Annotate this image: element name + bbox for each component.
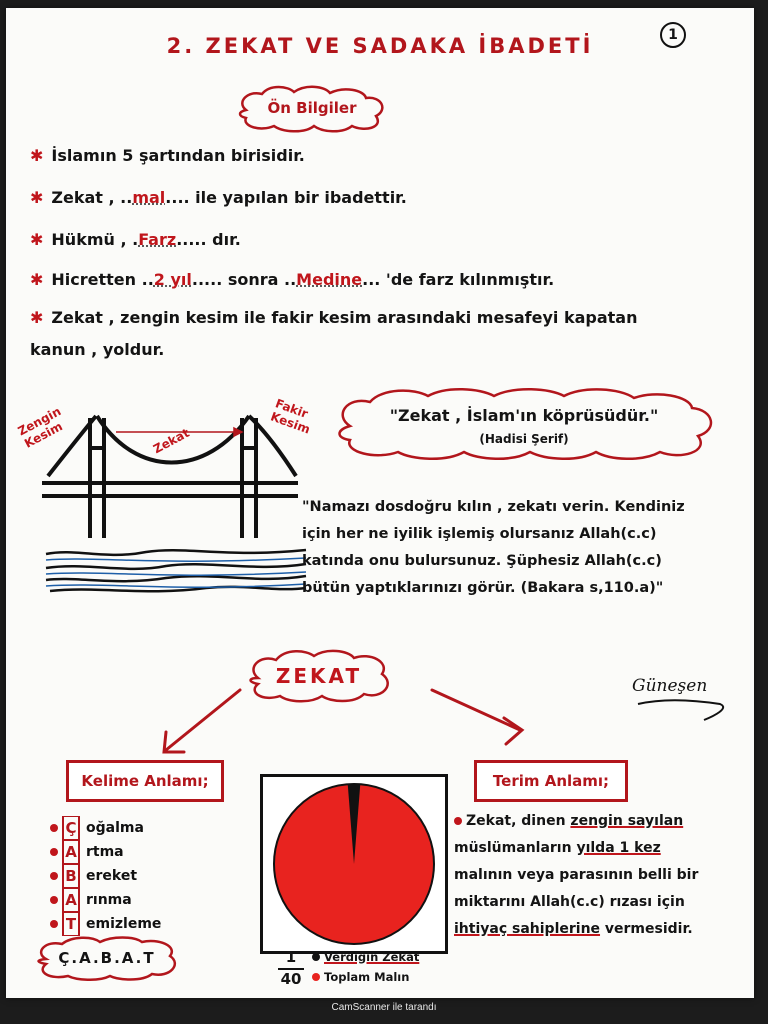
page-title: 2. ZEKAT VE SADAKA İBADETİ — [166, 34, 594, 58]
list-item — [50, 864, 161, 888]
acronym-letter: A — [62, 888, 80, 912]
terim-text: müslümanların — [454, 840, 577, 856]
info-line-4-e: ... 'de farz kılınmıştır. — [362, 270, 555, 289]
dot-bullet-icon — [50, 896, 58, 904]
zekat-pie-chart — [260, 774, 448, 954]
on-bilgiler-heading: Ön Bilgiler — [267, 99, 357, 117]
fraction-denominator: 40 — [280, 970, 302, 988]
info-line-4-a: Hicretten .. — [51, 270, 154, 289]
terim-anlami-heading: Terim Anlamı; — [474, 760, 628, 802]
info-line-1-text: İslamın 5 şartından birisidir. — [51, 146, 305, 165]
terim-underlined: yılda 1 kez — [576, 840, 661, 856]
legend-2-text: Toplam Malın — [324, 970, 410, 984]
terim-text: vermesidir. — [600, 921, 693, 937]
filled-answer-mal: mal — [132, 188, 166, 207]
acronym-word-cabat: Ç.A.B.A.T — [58, 949, 156, 967]
verse-line-3: katında onu bulursunuz. Şüphesiz Allah(c.c) — [302, 553, 662, 569]
terim-underlined: ihtiyaç sahiplerine — [454, 921, 601, 937]
dot-bullet-icon — [454, 817, 462, 825]
legend-toplam-malin — [312, 970, 409, 984]
filled-answer-farz: Farz — [138, 230, 177, 249]
black-dot-icon — [312, 953, 320, 961]
list-item — [50, 888, 161, 912]
acronym-list — [50, 816, 161, 936]
terim-line-3: malının veya parasının belli bir — [454, 867, 699, 883]
info-line-3 — [30, 230, 241, 249]
dot-bullet-icon — [50, 872, 58, 880]
info-line-5 — [30, 308, 637, 327]
notebook-page — [6, 8, 754, 998]
terim-underlined: zengin sayılan — [570, 813, 684, 829]
bridge-label-zengin: Zengin Kesim — [15, 404, 65, 451]
star-bullet-icon: ✱ — [30, 230, 44, 249]
verse-line-1: "Namazı dosdoğru kılın , zekatı verin. Kendiniz — [302, 499, 685, 515]
acronym-letter: Ç — [62, 816, 80, 840]
info-line-5-text: Zekat , zengin kesim ile fakir kesim arasındaki mesafeyi kapatan — [51, 308, 638, 327]
legend-1-text: Verdiğin Zekat — [324, 950, 420, 964]
scanner-watermark: CamScanner ile tarandı — [331, 1002, 437, 1013]
signature-flourish-icon — [634, 694, 734, 724]
info-line-3-suffix: ..... dır. — [176, 230, 241, 249]
list-item — [50, 840, 161, 864]
acronym-word: rınma — [86, 892, 132, 908]
dot-bullet-icon — [50, 920, 58, 928]
list-item — [50, 912, 161, 936]
acronym-letter: A — [62, 840, 80, 864]
hadith-text: "Zekat , İslam'ın köprüsüdür." — [389, 406, 659, 425]
info-line-2 — [30, 188, 407, 207]
acronym-word: rtma — [86, 844, 124, 860]
info-line-4-c: ..... sonra .. — [191, 270, 297, 289]
acronym-word: oğalma — [86, 820, 144, 836]
star-bullet-icon: ✱ — [30, 308, 44, 327]
hadith-source: (Hadisi Şerif) — [479, 432, 569, 446]
zekat-center-label: ZEKAT — [275, 664, 363, 688]
list-item — [50, 816, 161, 840]
red-dot-icon — [312, 973, 320, 981]
page-number: 1 — [660, 22, 686, 48]
verse-line-4: bütün yaptıklarınızı görür. (Bakara s,110.a)" — [302, 580, 664, 596]
verse-line-2: için her ne iyilik işlemiş olursanız Allah(c.c) — [302, 526, 657, 542]
star-bullet-icon: ✱ — [30, 146, 44, 165]
acronym-letter: B — [62, 864, 80, 888]
terim-line-1 — [454, 808, 683, 835]
terim-text: Zekat, dinen — [466, 813, 571, 829]
acronym-word: ereket — [86, 868, 138, 884]
hadith-cloud-icon — [330, 386, 718, 466]
terim-line-5 — [454, 916, 693, 943]
info-line-5b: kanun , yoldur. — [30, 340, 165, 359]
terim-line-2 — [454, 835, 661, 862]
signature: Güneşen — [632, 676, 708, 696]
acronym-letter: T — [62, 912, 80, 936]
branch-arrows-icon — [136, 680, 556, 770]
info-line-3-prefix: Hükmü , . — [51, 230, 139, 249]
info-line-4 — [30, 270, 554, 289]
fraction-numerator: 1 — [285, 948, 297, 966]
dot-bullet-icon — [50, 848, 58, 856]
star-bullet-icon: ✱ — [30, 270, 44, 289]
info-line-2-prefix: Zekat , .. — [51, 188, 133, 207]
filled-answer-2-yil: 2 yıl — [153, 270, 192, 289]
filled-answer-medine: Medine — [296, 270, 363, 289]
terim-line-4: miktarını Allah(c.c) rızası için — [454, 894, 685, 910]
kelime-anlami-heading: Kelime Anlamı; — [66, 760, 224, 802]
legend-verdigin-zekat — [312, 950, 419, 964]
dot-bullet-icon — [50, 824, 58, 832]
acronym-word: emizleme — [86, 916, 162, 932]
info-line-1 — [30, 146, 305, 165]
star-bullet-icon: ✱ — [30, 188, 44, 207]
bridge-label-fakir: Fakir Kesim — [268, 396, 313, 437]
info-line-2-suffix: .... ile yapılan bir ibadettir. — [165, 188, 407, 207]
bridge-label-zekat: Zekat — [150, 425, 192, 457]
